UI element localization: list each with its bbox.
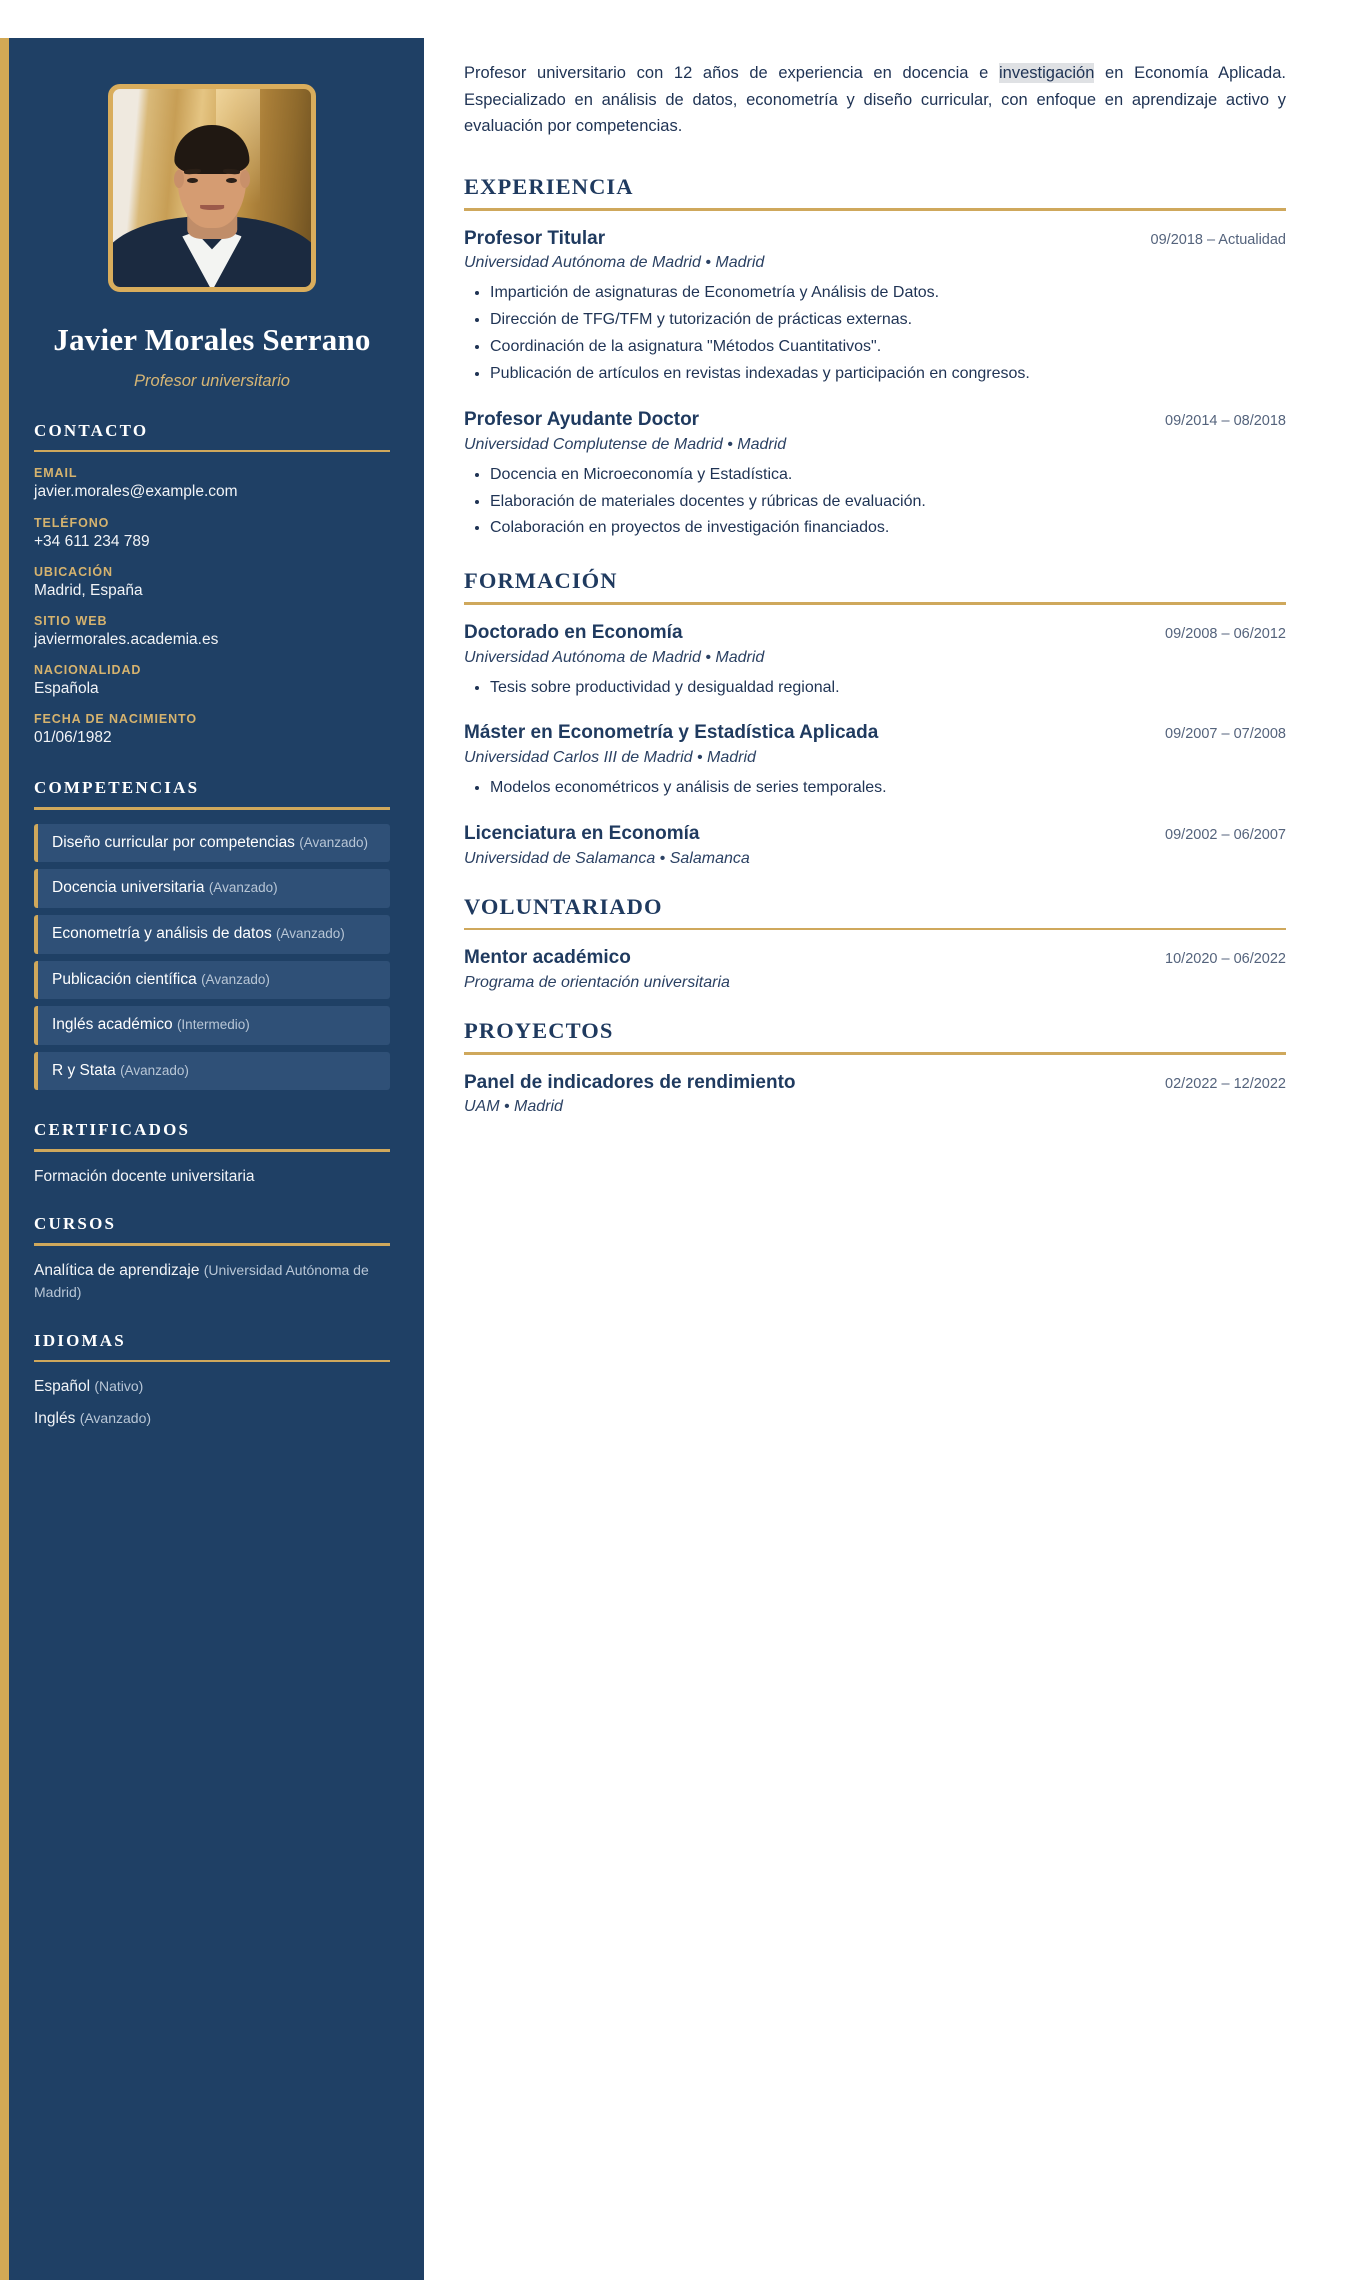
sidebar-heading-certificates: CERTIFICADOS	[34, 1120, 191, 1140]
entry-title: Licenciatura en Economía	[464, 823, 700, 845]
summary-text-after: en Economía Aplicada. Especializado en análisis de datos, econometría y diseño curricular, con enfoque en aprendizaje activo y evaluación por competencias.	[464, 64, 1286, 136]
divider	[34, 807, 390, 810]
course-name: Analítica de aprendizaje	[34, 1261, 200, 1279]
divider	[464, 602, 1286, 605]
photo-ear-right	[240, 170, 250, 188]
entry-header	[464, 408, 1286, 432]
entry-bullet: • Dirección de TFG/TFM y tutorización de prácticas externas.	[490, 307, 1286, 334]
entry-subtitle: Universidad Autónoma de Madrid • Madrid	[464, 648, 765, 666]
entry-title: Doctorado en Economía	[464, 621, 683, 643]
contact-list	[34, 466, 390, 748]
summary-highlight: investigación	[999, 64, 1095, 82]
entry-bullet: • Colaboración en proyectos de investigación financiados.	[490, 515, 1286, 542]
sections-container	[464, 174, 1286, 1116]
contact-item	[34, 516, 390, 552]
language-item	[34, 1408, 390, 1430]
entry-bullet: • Docencia en Microeconomía y Estadística.	[490, 462, 1286, 489]
contact-label: TELÉFONO	[34, 515, 110, 530]
divider	[34, 1360, 390, 1363]
entry-header	[464, 1071, 1286, 1095]
sidebar-section-contact	[34, 421, 390, 748]
resume-section	[464, 1018, 1286, 1116]
entry-header	[464, 946, 1286, 970]
entry-date: 09/2007 – 07/2008	[1165, 726, 1286, 743]
divider	[464, 208, 1286, 211]
entry-header	[464, 822, 1286, 846]
sidebar-heading-contact: CONTACTO	[34, 420, 149, 440]
contact-value[interactable]: +34 611 234 789	[34, 532, 150, 550]
skill-chip	[34, 869, 390, 908]
entry-title: Panel de indicadores de rendimiento	[464, 1071, 796, 1093]
skill-level: (Avanzado)	[276, 926, 345, 942]
resume-section	[464, 174, 1286, 542]
sidebar-section-languages	[34, 1331, 390, 1430]
certificate-item	[34, 1166, 390, 1188]
skill-name: Econometría y análisis de datos	[52, 925, 272, 943]
skill-level: (Intermedio)	[176, 1017, 250, 1033]
entry-bullet: • Publicación de artículos en revistas indexadas y participación en congresos.	[490, 361, 1286, 388]
entry-bullet-list	[464, 280, 1286, 388]
contact-item	[34, 663, 390, 699]
candidate-name: Javier Morales Serrano	[53, 322, 371, 357]
course-issuer: (Universidad Autónoma de Madrid)	[34, 1261, 369, 1301]
divider	[34, 450, 390, 453]
contact-item	[34, 614, 390, 650]
sidebar-section-courses	[34, 1214, 390, 1304]
skill-name: Diseño curricular por competencias	[52, 833, 295, 851]
entry-subtitle: Universidad Carlos III de Madrid • Madrid	[464, 749, 756, 767]
language-item	[34, 1376, 390, 1398]
entry-title: Profesor Titular	[464, 227, 606, 249]
course-item	[34, 1260, 390, 1305]
entry-bullet: • Modelos econométricos y análisis de series temporales.	[490, 775, 1286, 802]
photo-eye-right	[226, 178, 237, 183]
language-name: Español	[34, 1378, 91, 1396]
sidebar-heading-courses: CURSOS	[34, 1214, 117, 1234]
entry-bullet-list	[464, 462, 1286, 543]
skill-level: (Avanzado)	[201, 971, 270, 987]
section-title: FORMACIÓN	[464, 568, 618, 594]
skills-list	[34, 824, 390, 1091]
contact-value: Madrid, España	[34, 581, 143, 599]
skill-chip	[34, 1052, 390, 1091]
section-title: PROYECTOS	[464, 1018, 614, 1044]
skill-level: (Avanzado)	[208, 880, 278, 896]
resume-entry	[464, 946, 1286, 992]
language-level: (Avanzado)	[79, 1409, 152, 1426]
contact-value[interactable]: javier.morales@example.com	[34, 483, 238, 501]
skill-name: Inglés académico	[52, 1016, 173, 1034]
sidebar-section-skills	[34, 778, 390, 1090]
contact-value: Española	[34, 680, 99, 698]
entry-bullet: • Elaboración de materiales docentes y rúbricas de evaluación.	[490, 489, 1286, 516]
resume-section	[464, 894, 1286, 992]
entry-bullet-list	[464, 775, 1286, 802]
resume-entry	[464, 227, 1286, 388]
entry-date: 09/2014 – 08/2018	[1165, 412, 1286, 429]
entry-header	[464, 721, 1286, 745]
entry-header	[464, 621, 1286, 645]
entry-title: Mentor académico	[464, 947, 631, 969]
contact-label: EMAIL	[34, 466, 78, 481]
avatar	[108, 84, 316, 292]
skill-chip	[34, 915, 390, 954]
entry-subtitle: Universidad Autónoma de Madrid • Madrid	[464, 254, 765, 272]
resume-entry	[464, 1071, 1286, 1117]
contact-label: SITIO WEB	[34, 613, 108, 628]
language-level: (Nativo)	[94, 1378, 144, 1395]
skill-chip	[34, 961, 390, 1000]
entry-bullet-list	[464, 675, 1286, 702]
contact-item	[34, 565, 390, 601]
skill-chip	[34, 824, 390, 863]
resume-entry	[464, 408, 1286, 542]
contact-label: UBICACIÓN	[34, 564, 113, 579]
entry-subtitle: Universidad de Salamanca • Salamanca	[464, 849, 750, 867]
skill-name: R y Stata	[52, 1061, 116, 1079]
professional-summary	[464, 60, 1286, 140]
section-title: VOLUNTARIADO	[464, 893, 663, 919]
contact-value[interactable]: javiermorales.academia.es	[34, 630, 219, 648]
sidebar-section-certificates	[34, 1120, 390, 1188]
sidebar-heading-languages: IDIOMAS	[34, 1330, 126, 1350]
entry-subtitle: UAM • Madrid	[464, 1098, 563, 1116]
contact-item	[34, 466, 390, 502]
entry-bullet: • Impartición de asignaturas de Econometría y Análisis de Datos.	[490, 280, 1286, 307]
contact-value: 01/06/1982	[34, 729, 112, 747]
language-name: Inglés	[34, 1409, 76, 1427]
entry-subtitle: Universidad Complutense de Madrid • Madrid	[464, 435, 787, 453]
divider	[464, 928, 1286, 931]
contact-label: NACIONALIDAD	[34, 663, 142, 678]
section-title: EXPERIENCIA	[464, 174, 634, 200]
resume-entry	[464, 621, 1286, 702]
entry-date: 09/2018 – Actualidad	[1150, 231, 1286, 248]
entry-bullet: • Coordinación de la asignatura "Métodos Cuantitativos".	[490, 334, 1286, 361]
resume-entry	[464, 822, 1286, 868]
contact-item	[34, 712, 390, 748]
resume-section	[464, 568, 1286, 868]
entry-subtitle: Programa de orientación universitaria	[464, 974, 730, 992]
sidebar-heading-skills: COMPETENCIAS	[34, 778, 200, 798]
entry-date: 09/2008 – 06/2012	[1165, 625, 1286, 642]
main-content	[424, 0, 1348, 2280]
skill-name: Docencia universitaria	[52, 879, 205, 897]
contact-label: FECHA DE NACIMIENTO	[34, 712, 197, 727]
divider	[34, 1149, 390, 1152]
certificate-name: Formación docente universitaria	[34, 1167, 255, 1185]
divider	[464, 1052, 1286, 1055]
skill-level: (Avanzado)	[299, 834, 369, 850]
entry-header	[464, 227, 1286, 251]
resume-entry	[464, 721, 1286, 802]
sidebar-gold-accent-bar	[0, 38, 9, 2280]
entry-title: Máster en Econometría y Estadística Aplicada	[464, 722, 879, 744]
entry-date: 10/2020 – 06/2022	[1165, 951, 1286, 968]
skill-level: (Avanzado)	[120, 1062, 189, 1078]
profile-photo	[113, 89, 311, 287]
entry-title: Profesor Ayudante Doctor	[464, 408, 700, 430]
candidate-role: Profesor universitario	[134, 371, 290, 390]
skill-chip	[34, 1006, 390, 1045]
entry-date: 09/2002 – 06/2007	[1165, 827, 1286, 844]
entry-date: 02/2022 – 12/2022	[1165, 1075, 1286, 1092]
skill-name: Publicación científica	[52, 970, 197, 988]
divider	[34, 1243, 390, 1246]
summary-text-before: Profesor universitario con 12 años de experiencia en docencia e	[464, 64, 999, 82]
sidebar	[0, 38, 424, 2280]
entry-bullet: • Tesis sobre productividad y desigualdad regional.	[490, 675, 1286, 702]
